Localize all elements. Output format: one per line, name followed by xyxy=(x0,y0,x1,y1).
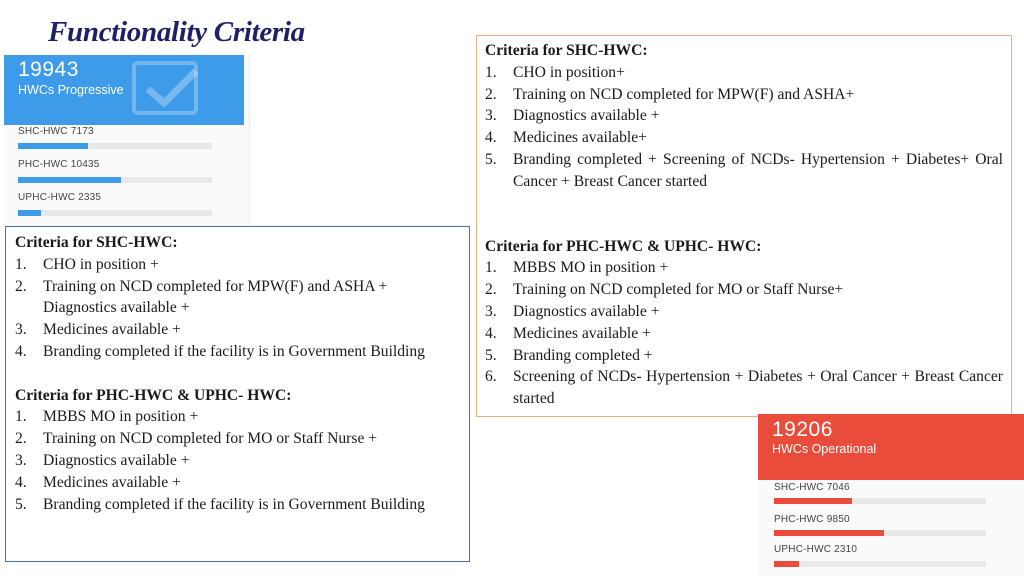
list-item: 4. Medicines available + xyxy=(485,324,651,342)
list-item: 1. MBBS MO in position + xyxy=(485,259,669,277)
operational-bar-phc xyxy=(774,530,986,536)
section-heading-phc: Criteria for PHC-HWC & UPHC- HWC: xyxy=(15,386,292,404)
list-item: 5. Branding completed if the facility is in Government Building xyxy=(15,495,425,513)
hwc-progressive-card xyxy=(4,55,250,227)
criteria-list-shc xyxy=(485,62,1003,193)
operational-stat-shc: SHC-HWC 7046 xyxy=(774,482,850,493)
list-item: 4. Medicines available+ xyxy=(485,129,647,147)
list-item: 2. Training on NCD completed for MPW(F) and ASHA + Diagnostics available + xyxy=(15,277,388,317)
list-item: 2. Training on NCD completed for MPW(F) and ASHA+ xyxy=(485,85,855,103)
criteria-box-right xyxy=(476,35,1012,417)
list-item: 3. Medicines available + xyxy=(15,321,181,339)
progressive-stat-uphc: UPHC-HWC 2335 xyxy=(18,192,102,203)
operational-stat-uphc: UPHC-HWC 2310 xyxy=(774,544,858,555)
list-item: 1. CHO in position + xyxy=(15,255,159,273)
operational-count: 19206 xyxy=(772,418,833,441)
progressive-bar-phc xyxy=(18,177,212,183)
section-heading-phc: Criteria for PHC-HWC & UPHC- HWC: xyxy=(485,237,762,255)
list-item: 1. CHO in position+ xyxy=(485,63,625,81)
progressive-count: 19943 xyxy=(18,58,79,81)
list-item: 3. Diagnostics available + xyxy=(485,107,660,125)
operational-label: HWCs Operational xyxy=(772,442,877,456)
criteria-list-shc xyxy=(15,254,459,363)
list-item: 2. Training on NCD completed for MO or Staff Nurse+ xyxy=(485,281,844,299)
operational-bar-fill xyxy=(774,530,884,536)
progressive-bar-shc xyxy=(18,143,212,149)
list-item: 3. Diagnostics available + xyxy=(15,451,190,469)
section-heading-shc: Criteria for SHC-HWC: xyxy=(15,234,178,251)
list-item: 2. Training on NCD completed for MO or Staff Nurse + xyxy=(15,430,378,448)
list-item: 6. Screening of NCDs- Hypertension + Diabetes + Oral Cancer + Breast Cancer started xyxy=(485,368,1003,408)
operational-bar-fill xyxy=(774,498,852,504)
list-item: 4. Medicines available + xyxy=(15,473,181,491)
progressive-label: HWCs Progressive xyxy=(18,83,124,97)
list-item: 5. Branding completed + Screening of NCDs- Hypertension + Diabetes+ Oral Cancer + Breast Cancer started xyxy=(485,150,1003,190)
criteria-list-phc xyxy=(15,406,459,515)
list-item: 5. Branding completed + xyxy=(485,346,653,364)
list-item: 4. Branding completed if the facility is in Government Building xyxy=(15,342,425,360)
criteria-list-phc xyxy=(485,257,1003,410)
operational-bar-uphc xyxy=(774,561,986,567)
progressive-header xyxy=(4,55,244,125)
progressive-bar-uphc xyxy=(18,210,212,216)
operational-bar-shc xyxy=(774,498,986,504)
operational-stat-phc: PHC-HWC 9850 xyxy=(774,514,850,525)
criteria-box-left xyxy=(5,226,470,562)
page-title: Functionality Criteria xyxy=(48,16,305,48)
operational-header xyxy=(758,414,1024,480)
progressive-bar-fill xyxy=(18,143,88,149)
list-item: 1. MBBS MO in position + xyxy=(15,408,199,426)
operational-bar-fill xyxy=(774,561,799,567)
progressive-stat-phc: PHC-HWC 10435 xyxy=(18,159,100,170)
progressive-bar-fill xyxy=(18,177,121,183)
progressive-bar-fill xyxy=(18,210,41,216)
section-heading-shc: Criteria for SHC-HWC: xyxy=(485,42,648,59)
hwc-operational-card xyxy=(758,414,1024,576)
list-item: 3. Diagnostics available + xyxy=(485,302,660,320)
progressive-stat-shc: SHC-HWC 7173 xyxy=(18,126,94,137)
checkbox-watermark-icon xyxy=(132,61,198,115)
